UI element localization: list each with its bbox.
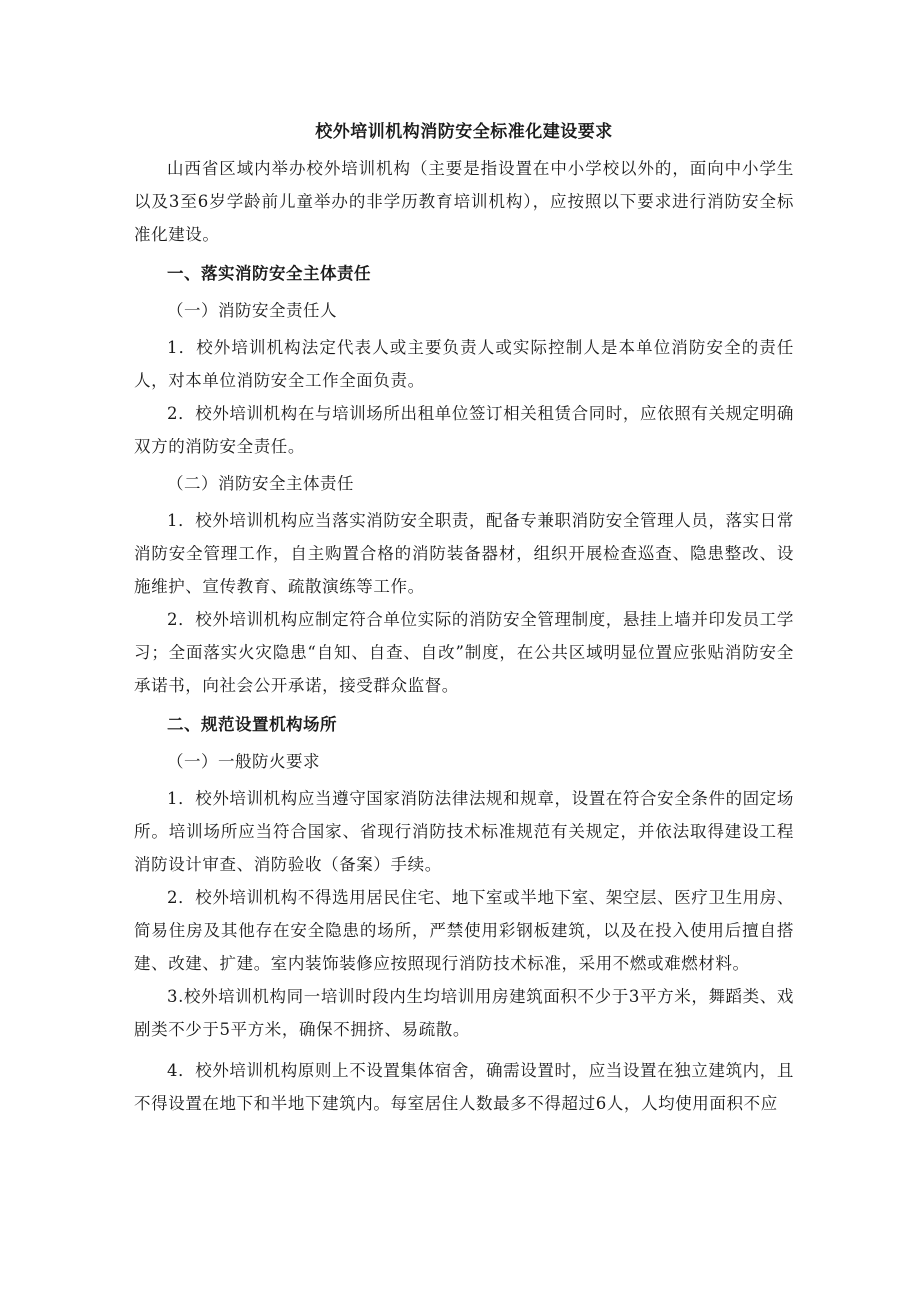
section-heading-1: 一、落实消防安全主体责任 [167,264,371,283]
paragraph-1-2-2: 2．校外培训机构应制定符合单位实际的消防安全管理制度，悬挂上墙并印发员工学习；全面落实火灾隐患“自知、自查、自改”制度，在公共区域明显位置应张贴消防安全承诺书，向社会公开承诺，接受群众监督。 [134,610,794,695]
document-page [134,108,794,1120]
paragraph-1-2-1: 1．校外培训机构应当落实消防安全职责，配备专兼职消防安全管理人员，落实日常消防安全管理工作，自主购置合格的消防装备器材，组织开展检查巡查、隐患整改、设施维护、宣传教育、疏散演练等工作。 [134,511,794,596]
paragraph-1-1-2: 2．校外培训机构在与培训场所出租单位签订相关租赁合同时，应依照有关规定明确双方的消防安全责任。 [134,404,794,456]
subsection-heading-1-2: （二）消防安全主体责任 [167,474,354,493]
paragraph-1-1-1: 1．校外培训机构法定代表人或主要负责人或实际控制人是本单位消防安全的责任人，对本单位消防安全工作全面负责。 [134,338,794,390]
section-heading-2: 二、规范设置机构场所 [167,715,337,734]
paragraph-2-1-1: 1．校外培训机构应当遵守国家消防法律法规和规章，设置在符合安全条件的固定场所。培训场所应当符合国家、省现行消防技术标准规范有关规定，并依法取得建设工程消防设计审查、消防验收（备案）手续。 [134,789,794,874]
subsection-heading-1-1: （一）消防安全责任人 [167,301,337,320]
subsection-heading-2-1: （一）一般防火要求 [167,752,320,771]
document-title: 校外培训机构消防安全标准化建设要求 [315,122,613,142]
intro-paragraph: 山西省区域内举办校外培训机构（主要是指设置在中小学校以外的，面向中小学生以及3至6岁学龄前儿童举办的非学历教育培训机构），应按照以下要求进行消防安全标准化建设。 [134,159,794,244]
paragraph-2-1-3: 3.校外培训机构同一培训时段内生均培训用房建筑面积不少于3平方米，舞蹈类、戏剧类不少于5平方米，确保不拥挤、易疏散。 [134,987,794,1039]
paragraph-2-1-4: 4．校外培训机构原则上不设置集体宿舍，确需设置时，应当设置在独立建筑内，且不得设置在地下和半地下建筑内。每室居住人数最多不得超过6人，人均使用面积不应 [134,1061,794,1113]
paragraph-2-1-2: 2．校外培训机构不得选用居民住宅、地下室或半地下室、架空层、医疗卫生用房、简易住房及其他存在安全隐患的场所，严禁使用彩钢板建筑，以及在投入使用后擅自搭建、改建、扩建。室内装饰装修应按照现行消防技术标准，采用不燃或难燃材料。 [134,888,794,973]
